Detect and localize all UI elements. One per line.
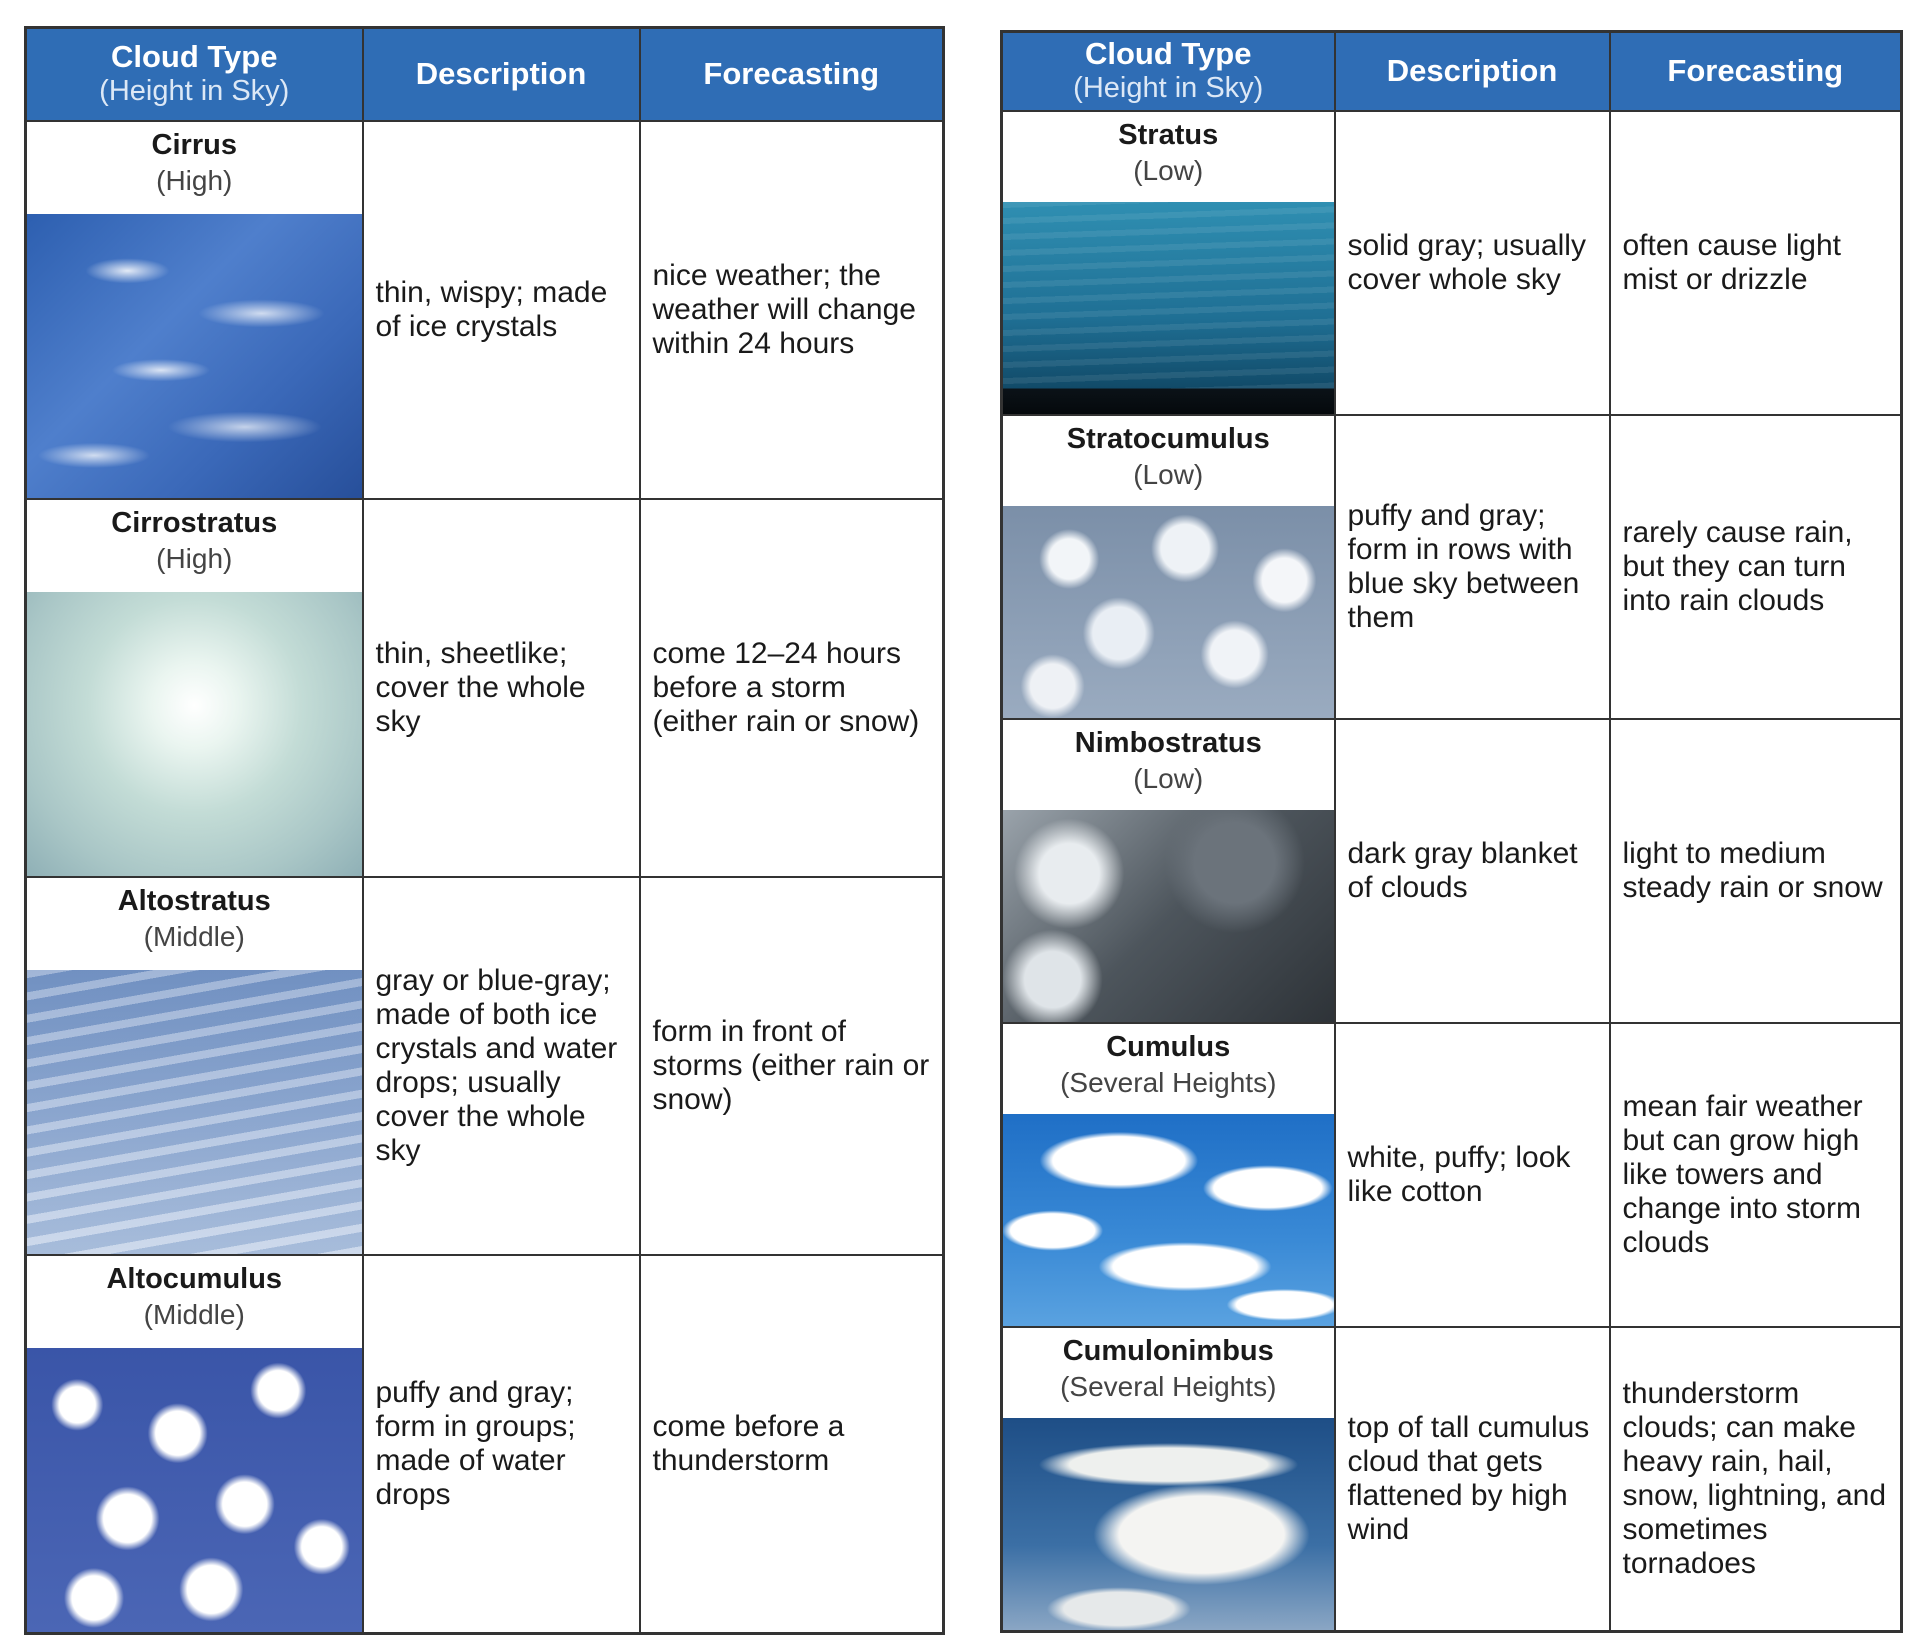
cloud-table-right (1000, 30, 1903, 1633)
description-cell: gray or blue-gray; made of both ice crystals and water drops; usually cover the whole sky (363, 877, 640, 1255)
cloud-table-left (24, 26, 945, 1635)
forecasting-cell: nice weather; the weather will change within 24 hours (640, 121, 944, 499)
cirrostratus-photo (27, 592, 362, 876)
cloud-height: (Low) (1133, 154, 1204, 186)
header-forecasting: Forecasting (640, 28, 944, 121)
cloud-type-cell (1002, 415, 1335, 719)
cumulonimbus-photo (1003, 1418, 1334, 1630)
cloud-name: Cirrus (151, 128, 237, 161)
header-cloud-type (1002, 32, 1335, 111)
table-row (26, 499, 944, 877)
cloud-name: Nimbostratus (1074, 726, 1262, 759)
cloud-type-cell (26, 1255, 363, 1634)
header-description: Description (1335, 32, 1610, 111)
stratus-photo (1003, 202, 1334, 414)
cloud-type-cell (1002, 1327, 1335, 1632)
altostratus-photo (27, 970, 362, 1254)
description-cell: solid gray; usually cover whole sky (1335, 111, 1610, 415)
forecasting-cell: light to medium steady rain or snow (1610, 719, 1902, 1023)
description-cell: dark gray blanket of clouds (1335, 719, 1610, 1023)
description-cell: puffy and gray; form in rows with blue sky between them (1335, 415, 1610, 719)
cloud-name: Altocumulus (106, 1262, 283, 1295)
forecasting-cell: form in front of storms (either rain or snow) (640, 877, 944, 1255)
table-row (1002, 719, 1902, 1023)
description-cell: puffy and gray; form in groups; made of water drops (363, 1255, 640, 1634)
table-row (1002, 1327, 1902, 1632)
cloud-height: (Low) (1133, 458, 1204, 490)
cloud-name: Cirrostratus (111, 506, 278, 539)
description-cell: thin, sheetlike; cover the whole sky (363, 499, 640, 877)
cumulus-photo (1003, 1114, 1334, 1326)
table-row (1002, 111, 1902, 415)
cloud-type-cell (1002, 719, 1335, 1023)
cloud-height: (Middle) (143, 1298, 245, 1330)
cloud-type-cell (26, 121, 363, 499)
table-row (1002, 415, 1902, 719)
header-height-label: (Height in Sky) (99, 75, 290, 108)
cloud-type-cell (26, 499, 363, 877)
altocumulus-photo (27, 1348, 362, 1632)
cloud-height: (High) (156, 542, 233, 574)
description-cell: thin, wispy; made of ice crystals (363, 121, 640, 499)
description-cell: top of tall cumulus cloud that gets flattened by high wind (1335, 1327, 1610, 1632)
header-cloud-type-label: Cloud Type (111, 39, 278, 75)
description-cell: white, puffy; look like cotton (1335, 1023, 1610, 1327)
cloud-type-cell (1002, 111, 1335, 415)
cloud-height: (Several Heights) (1060, 1370, 1277, 1402)
forecasting-cell: mean fair weather but can grow high like towers and change into storm clouds (1610, 1023, 1902, 1327)
cloud-name: Stratocumulus (1066, 422, 1270, 455)
table-row (26, 1255, 944, 1634)
stratocumulus-photo (1003, 506, 1334, 718)
header-forecasting: Forecasting (1610, 32, 1902, 111)
cloud-type-cell (26, 877, 363, 1255)
table-row (26, 121, 944, 499)
forecasting-cell: rarely cause rain, but they can turn into rain clouds (1610, 415, 1902, 719)
nimbostratus-photo (1003, 810, 1334, 1022)
cloud-name: Stratus (1118, 118, 1219, 151)
header-height-label: (Height in Sky) (1073, 72, 1264, 105)
forecasting-cell: come 12–24 hours before a storm (either rain or snow) (640, 499, 944, 877)
table-row (1002, 1023, 1902, 1327)
cloud-name: Cumulonimbus (1062, 1334, 1274, 1367)
cloud-height: (Middle) (143, 920, 245, 952)
header-cloud-type (26, 28, 363, 121)
header-description: Description (363, 28, 640, 121)
cloud-name: Altostratus (117, 884, 271, 917)
cloud-height: (High) (156, 164, 233, 196)
header-row (1002, 32, 1902, 111)
forecasting-cell: often cause light mist or drizzle (1610, 111, 1902, 415)
header-cloud-type-label: Cloud Type (1085, 36, 1252, 72)
cloud-type-cell (1002, 1023, 1335, 1327)
table-row (26, 877, 944, 1255)
forecasting-cell: come before a thunderstorm (640, 1255, 944, 1634)
header-row (26, 28, 944, 121)
cloud-name: Cumulus (1106, 1030, 1231, 1063)
forecasting-cell: thunderstorm clouds; can make heavy rain, hail, snow, lightning, and sometimes tornadoes (1610, 1327, 1902, 1632)
cloud-height: (Low) (1133, 762, 1204, 794)
cirrus-photo (27, 214, 362, 498)
cloud-height: (Several Heights) (1060, 1066, 1277, 1098)
